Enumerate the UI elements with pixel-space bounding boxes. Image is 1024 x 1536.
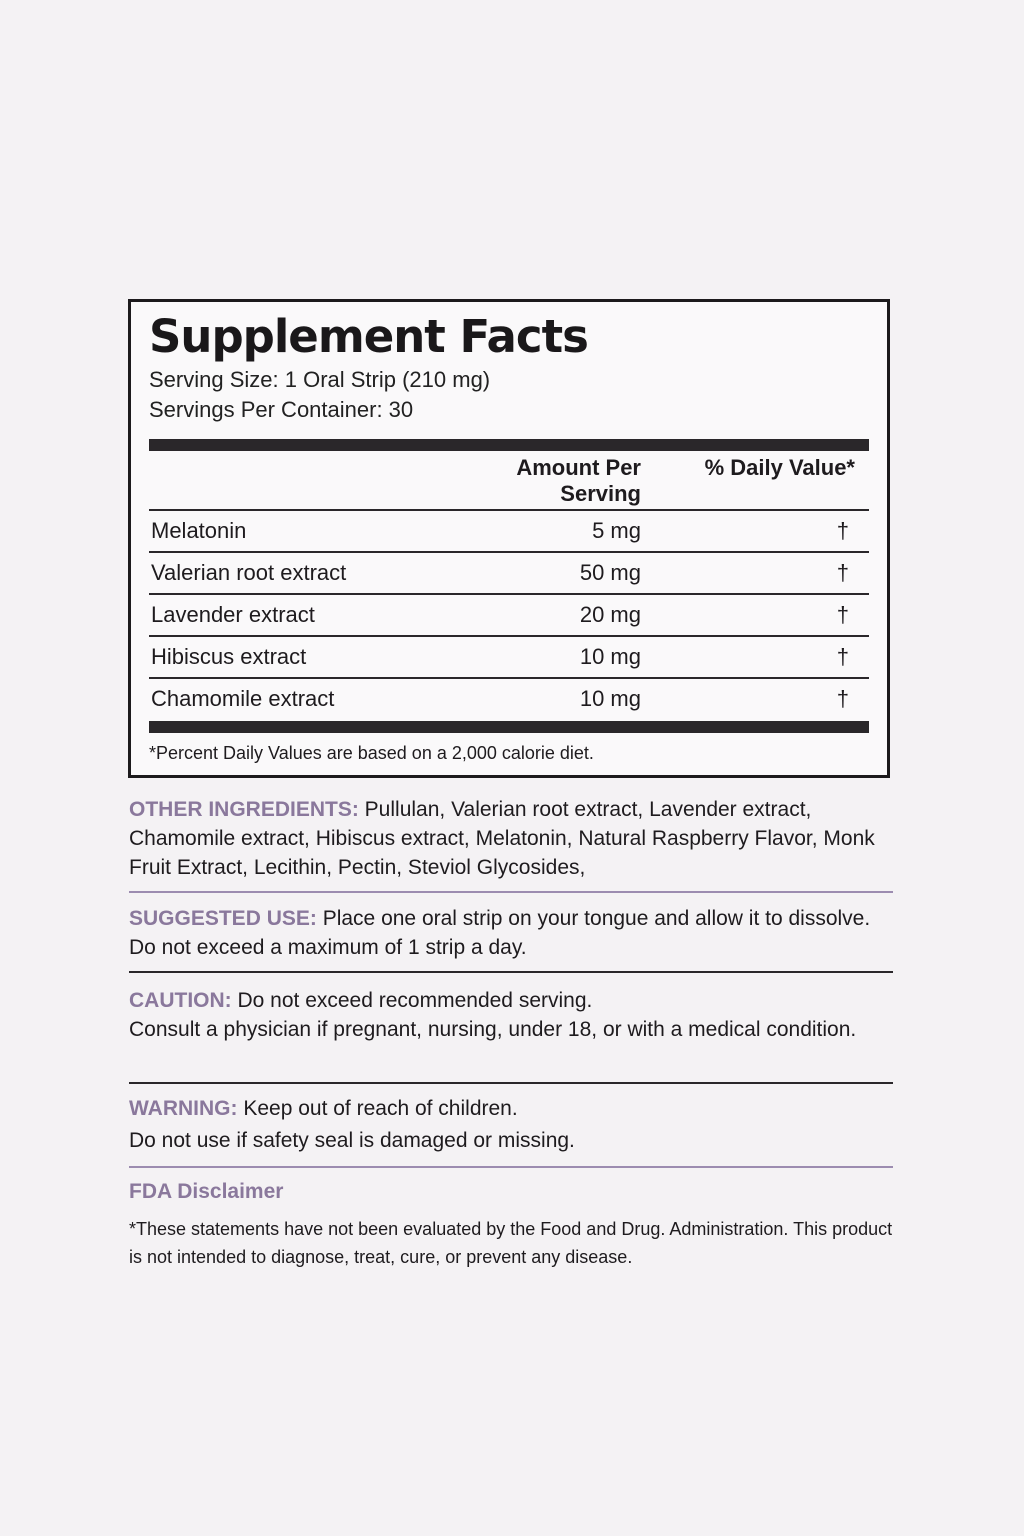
ingredient-name: Hibiscus extract (151, 644, 307, 669)
warning-text: Keep out of reach of children. (237, 1097, 518, 1120)
ingredient-amount: 50 mg (579, 560, 641, 585)
section-divider (129, 1082, 893, 1084)
ingredient-name: Chamomile extract (151, 686, 335, 711)
thick-divider-bottom (149, 721, 869, 733)
ingredient-amount: 20 mg (579, 602, 641, 627)
percent-daily-value-note: *Percent Daily Values are based on a 2,000 calorie diet. (149, 743, 594, 763)
caution-text: Do not exceed recommended serving. (231, 989, 593, 1012)
facts-header-row (149, 451, 869, 511)
fda-disclaimer-title: FDA Disclaimer (129, 1180, 284, 1203)
header-spacer (149, 451, 459, 509)
header-amount-line1: Amount Per (516, 455, 641, 480)
ingredient-amount: 10 mg (579, 644, 641, 669)
ingredient-name: Melatonin (151, 518, 247, 543)
section-divider (129, 891, 893, 893)
ingredient-row (149, 511, 869, 553)
caution-text-2: Consult a physician if pregnant, nursing, under 18, or with a medical condition. (129, 1018, 857, 1041)
other-ingredients-label: OTHER INGREDIENTS: (129, 798, 359, 821)
ingredient-name: Valerian root extract (151, 560, 347, 585)
warning-label: WARNING: (129, 1097, 238, 1120)
header-amount-per-serving (459, 451, 641, 509)
warning-text-2: Do not use if safety seal is damaged or missing. (129, 1129, 575, 1152)
ingredient-row (149, 679, 869, 719)
ingredient-name: Lavender extract (151, 602, 315, 627)
warning-section (129, 1094, 893, 1155)
section-divider (129, 971, 893, 973)
ingredient-row (149, 637, 869, 679)
ingredient-daily-value: † (836, 602, 849, 627)
header-daily-value: % Daily Value* (704, 455, 855, 480)
ingredient-daily-value: † (836, 518, 849, 543)
suggested-use-text: Place one oral strip on your tongue and allow it to dissolve. Do not exceed a maximum of 1 strip a day. (129, 907, 871, 959)
thick-divider-top (149, 439, 869, 451)
serving-size: Serving Size: 1 Oral Strip (210 mg) (149, 367, 491, 392)
ingredient-amount: 10 mg (579, 686, 641, 711)
other-ingredients-section (129, 795, 893, 882)
facts-title: Supplement Facts (149, 310, 588, 363)
ingredient-row (149, 553, 869, 595)
ingredient-daily-value: † (836, 686, 849, 711)
ingredient-daily-value: † (836, 644, 849, 669)
other-ingredients-text: Pullulan, Valerian root extract, Lavender extract, Chamomile extract, Hibiscus extract, Melatonin, Natural Raspberry Flavor, Monk Fruit Extract, Lecithin, Pectin, Steviol Glycosides, (129, 798, 875, 879)
ingredient-daily-value: † (836, 560, 849, 585)
header-amount-line2: Serving (560, 481, 641, 506)
caution-section (129, 986, 893, 1044)
caution-label: CAUTION: (129, 989, 232, 1012)
section-divider (129, 1166, 893, 1168)
supplement-facts-panel (128, 299, 890, 778)
suggested-use-label: SUGGESTED USE: (129, 907, 317, 930)
ingredient-row (149, 595, 869, 637)
servings-per-container: Servings Per Container: 30 (149, 397, 414, 422)
ingredient-amount: 5 mg (592, 518, 641, 543)
suggested-use-section (129, 904, 893, 962)
fda-disclaimer-text: *These statements have not been evaluated by the Food and Drug. Administration. This product is not intended to diagnose, treat, cure, or prevent any disease. (129, 1219, 893, 1267)
